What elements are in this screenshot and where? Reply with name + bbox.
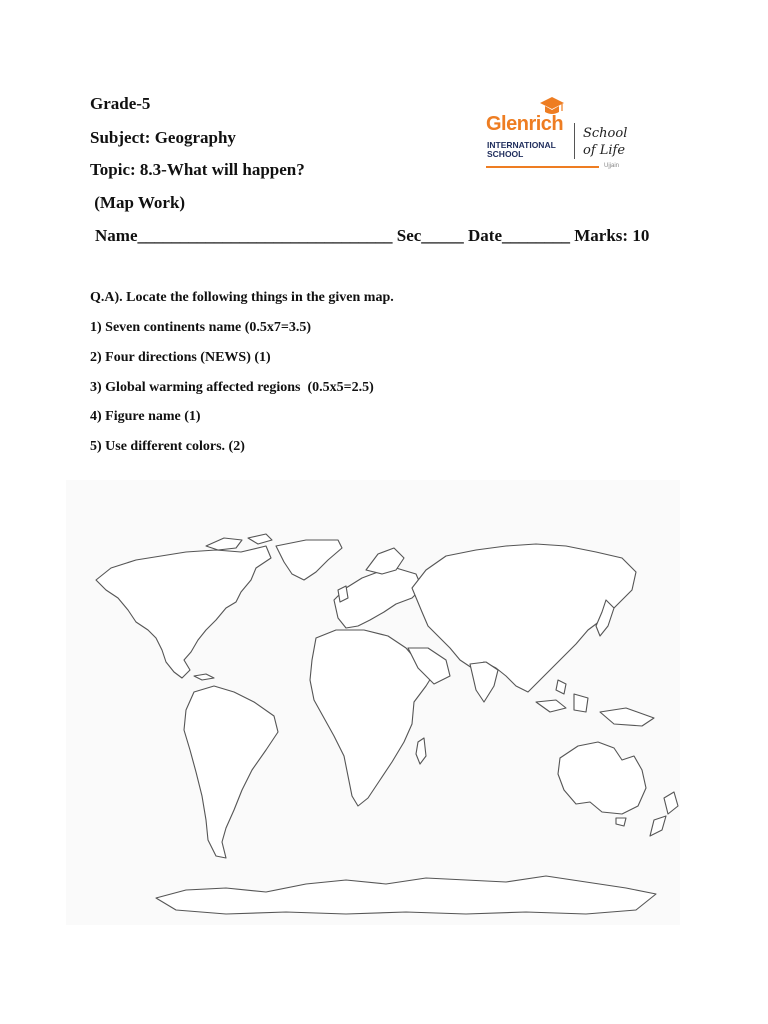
- topic-heading: Topic: 8.3-What will happen?: [90, 160, 305, 179]
- world-outline-map-icon: [66, 480, 680, 925]
- question-item-1: 1) Seven continents name (0.5x7=3.5): [90, 320, 312, 335]
- question-item-3: 3) Global warming affected regions (0.5x5=2.5): [90, 380, 374, 395]
- school-logo: [484, 95, 634, 175]
- student-fields-line: Name______________________________ Sec_____ Date________ Marks: 10: [95, 226, 650, 245]
- subject-heading: Subject: Geography: [90, 128, 236, 147]
- logo-brand-text: Glenrich: [486, 113, 564, 135]
- greenland-outline: [276, 540, 342, 580]
- question-intro: Q.A). Locate the following things in the given map.: [90, 290, 394, 305]
- south-america-outline: [184, 686, 278, 858]
- north-america-outline: [96, 546, 271, 678]
- logo-school-text: INTERNATIONAL SCHOOL: [487, 140, 556, 159]
- logo-city: Ujjain: [604, 163, 620, 169]
- logo-underline: [486, 166, 599, 168]
- logo-divider: [574, 123, 575, 159]
- question-item-2: 2) Four directions (NEWS) (1): [90, 350, 271, 365]
- logo-tagline: School of Life: [583, 126, 628, 158]
- world-map-frame: [66, 480, 680, 925]
- map-work-label: (Map Work): [90, 193, 186, 212]
- grade-heading: Grade-5: [90, 94, 151, 113]
- question-item-5: 5) Use different colors. (2): [90, 439, 245, 454]
- question-item-4: 4) Figure name (1): [90, 409, 201, 424]
- antarctica-outline: [156, 876, 656, 914]
- australia-outline: [558, 742, 646, 814]
